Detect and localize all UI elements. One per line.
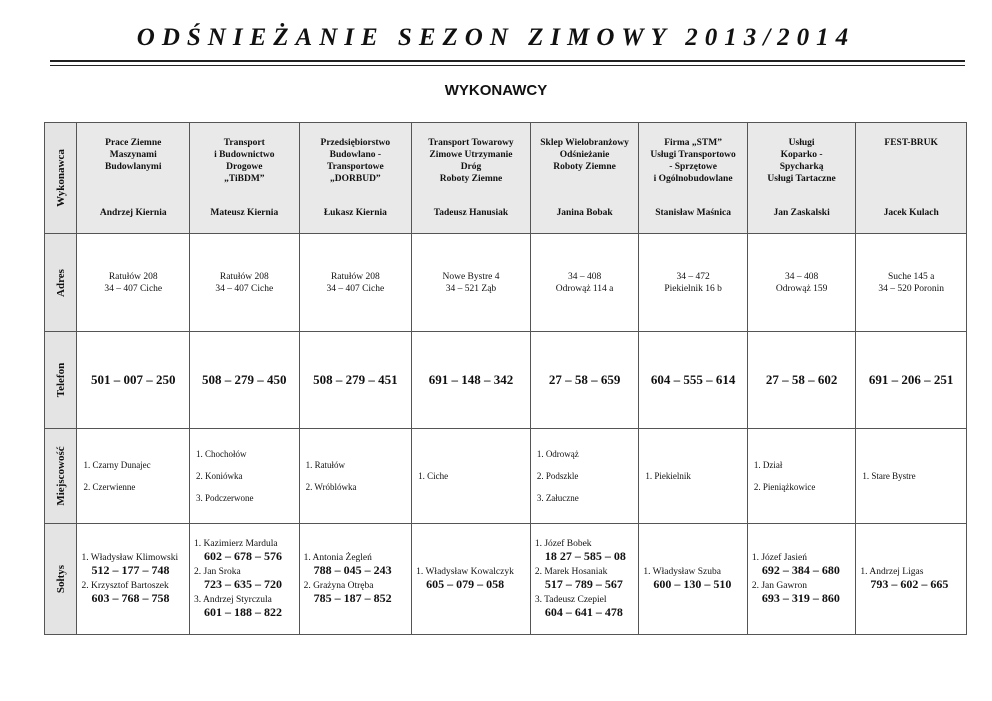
places-cell	[747, 429, 856, 524]
soltys-entry	[304, 581, 412, 606]
row-label-contractor: Wykonawca	[45, 123, 77, 234]
contractor-company: Transport i Budownictwo Drogowe „TiBDM”	[214, 138, 275, 184]
soltys-cell	[530, 524, 639, 635]
place-item: 1. Dział	[753, 460, 783, 470]
contractor-person: Łukasz Kiernia	[323, 208, 387, 218]
contractor-company: FEST-BRUK	[884, 138, 938, 148]
soltys-cell	[639, 524, 748, 635]
place-item: 2. Koniówka	[196, 471, 243, 481]
row-label-phone: Telefon	[45, 332, 77, 429]
place-item: 3. Załuczne	[536, 493, 579, 503]
places-cell	[190, 429, 300, 524]
contractor-company: Prace Ziemne Maszynami Budowlanymi	[104, 138, 162, 172]
soltys-entry	[194, 567, 299, 592]
soltys-name: 1. Kazimierz Mardula	[194, 538, 278, 549]
phone-cell: 691 – 206 – 251	[856, 332, 967, 429]
soltys-entry	[535, 567, 639, 592]
contractor-company: Sklep Wielobranżowy Odśnieżanie Roboty Ziemne	[540, 138, 629, 172]
place-item: 2. Wróblówka	[305, 482, 357, 492]
place-item: 1. Stare Bystre	[862, 471, 916, 481]
soltys-phone: 723 – 635 – 720	[204, 576, 283, 591]
phone-cell: 604 – 555 – 614	[639, 332, 748, 429]
contractor-person: Mateusz Kiernia	[210, 208, 279, 218]
contractor-company: Usługi Koparko - Spycharką Usługi Tartaczne	[767, 138, 836, 184]
soltys-name: 1. Władysław Kowalczyk	[416, 566, 514, 577]
contractor-company: Firma „STM” Usługi Transportowo - Sprzętowe i Ogólnobudowlane	[650, 138, 736, 184]
soltys-phone: 603 – 768 – 758	[91, 590, 170, 605]
soltys-entry	[535, 595, 639, 620]
soltys-entry	[752, 581, 856, 606]
page-title: ODŚNIEŻANIE SEZON ZIMOWY 2013/2014	[136, 24, 856, 51]
soltys-name: 1. Antonia Żegleń	[303, 552, 372, 563]
phone-cell: 508 – 279 – 450	[190, 332, 300, 429]
place-item: 1. Czarny Dunajec	[83, 460, 151, 470]
title-rule	[50, 60, 965, 62]
contractor-person: Jan Zaskalski	[773, 208, 830, 218]
contractors-table	[44, 122, 967, 635]
place-item: 1. Odrowąż	[536, 449, 579, 459]
soltys-row	[45, 524, 967, 635]
place-item: 2. Pieniążkowice	[753, 482, 816, 492]
soltys-cell	[299, 524, 412, 635]
places-cell	[639, 429, 748, 524]
places-cell	[412, 429, 531, 524]
soltys-name: 2. Jan Gawron	[751, 580, 807, 591]
soltys-cell	[856, 524, 967, 635]
soltys-phone: 601 – 188 – 822	[204, 604, 283, 619]
place-item: 1. Chochołów	[196, 449, 247, 459]
address-text: Ratułów 208 34 – 407 Ciche	[326, 271, 385, 294]
address-cell	[856, 234, 967, 332]
place-item: 1. Ratułów	[305, 460, 346, 470]
row-label-places: Miejscowość	[45, 429, 77, 524]
row-label-soltys: Sołtys	[45, 524, 77, 635]
contractor-cell	[530, 123, 639, 234]
contractor-person: Andrzej Kiernia	[99, 208, 167, 218]
soltys-cell	[190, 524, 300, 635]
places-row	[45, 429, 967, 524]
contractor-company: Przedsiębiorstwo Budowlano - Transportowe „DORBUD”	[320, 138, 391, 184]
soltys-phone: 692 – 384 – 680	[761, 562, 840, 577]
place-item: 1. Ciche	[418, 471, 449, 481]
soltys-cell	[412, 524, 531, 635]
address-cell	[530, 234, 639, 332]
contractor-cell	[190, 123, 300, 234]
soltys-phone: 785 – 187 – 852	[313, 590, 392, 605]
soltys-name: 2. Krzysztof Bartoszek	[81, 580, 169, 591]
contractor-person: Tadeusz Hanusiak	[433, 208, 509, 218]
places-cell	[856, 429, 967, 524]
soltys-entry	[860, 567, 966, 592]
soltys-phone: 604 – 641 – 478	[544, 604, 623, 619]
soltys-phone: 18 27 – 585 – 08	[544, 548, 626, 563]
soltys-entry	[81, 581, 189, 606]
soltys-phone: 788 – 045 – 243	[313, 562, 392, 577]
contractor-cell	[299, 123, 412, 234]
phone-cell: 691 – 148 – 342	[412, 332, 531, 429]
contractor-person: Jacek Kulach	[883, 208, 939, 218]
contractor-cell	[639, 123, 748, 234]
soltys-phone: 512 – 177 – 748	[91, 562, 170, 577]
phone-cell: 501 – 007 – 250	[77, 332, 190, 429]
title-rule-thin	[50, 65, 965, 66]
row-label-address: Adres	[45, 234, 77, 332]
address-text: Suche 145 a 34 – 520 Poronin	[878, 271, 945, 294]
soltys-entry	[535, 539, 639, 564]
soltys-name: 1. Andrzej Ligas	[860, 566, 924, 577]
contractor-cell	[412, 123, 531, 234]
soltys-entry	[81, 553, 189, 578]
phone-cell: 27 – 58 – 659	[530, 332, 639, 429]
address-cell	[77, 234, 190, 332]
address-text: 34 – 408 Odrowąż 114 a	[555, 271, 614, 294]
soltys-name: 3. Tadeusz Czepiel	[534, 594, 607, 605]
address-cell	[639, 234, 748, 332]
soltys-name: 2. Grażyna Otręba	[303, 580, 374, 591]
places-cell	[299, 429, 412, 524]
address-cell	[190, 234, 300, 332]
soltys-name: 1. Józef Bobek	[534, 538, 592, 549]
soltys-entry	[304, 553, 412, 578]
soltys-entry	[194, 539, 299, 564]
soltys-name: 3. Andrzej Styrczula	[194, 594, 272, 605]
soltys-name: 1. Władysław Klimowski	[81, 552, 179, 563]
soltys-entry	[752, 553, 856, 578]
soltys-entry	[416, 567, 530, 592]
phone-cell: 27 – 58 – 602	[747, 332, 856, 429]
place-item: 3. Podczerwone	[196, 493, 254, 503]
soltys-name: 2. Jan Sroka	[194, 566, 241, 577]
soltys-name: 1. Józef Jasień	[751, 552, 807, 563]
address-text: 34 – 472 Piekielnik 16 b	[664, 271, 722, 294]
contractor-row	[45, 123, 967, 234]
contractor-cell	[856, 123, 967, 234]
address-cell	[299, 234, 412, 332]
contractor-person: Stanisław Maśnica	[655, 208, 731, 218]
soltys-entry	[643, 567, 747, 592]
address-text: Ratułów 208 34 – 407 Ciche	[104, 271, 163, 294]
soltys-phone: 517 – 789 – 567	[544, 576, 623, 591]
address-text: Nowe Bystre 4 34 – 521 Ząb	[442, 271, 500, 294]
soltys-cell	[77, 524, 190, 635]
phone-row	[45, 332, 967, 429]
contractor-company: Transport Towarowy Zimowe Utrzymanie Dróg Roboty Ziemne	[428, 138, 514, 184]
contractor-cell	[747, 123, 856, 234]
soltys-entry	[194, 595, 299, 620]
soltys-phone: 600 – 130 – 510	[653, 576, 732, 591]
contractor-person: Janina Bobak	[556, 208, 613, 218]
phone-cell: 508 – 279 – 451	[299, 332, 412, 429]
soltys-phone: 693 – 319 – 860	[761, 590, 840, 605]
place-item: 1. Piekielnik	[645, 471, 691, 481]
address-text: 34 – 408 Odrowąż 159	[775, 271, 828, 294]
address-row	[45, 234, 967, 332]
soltys-phone: 602 – 678 – 576	[204, 548, 283, 563]
place-item: 2. Czerwienne	[83, 482, 136, 492]
soltys-phone: 605 – 079 – 058	[426, 576, 505, 591]
section-heading: WYKONAWCY	[444, 82, 548, 99]
address-text: Ratułów 208 34 – 407 Ciche	[215, 271, 274, 294]
soltys-name: 2. Marek Hosaniak	[534, 566, 608, 577]
address-cell	[412, 234, 531, 332]
address-cell	[747, 234, 856, 332]
soltys-phone: 793 – 602 – 665	[870, 576, 949, 591]
soltys-name: 1. Władysław Szuba	[643, 566, 721, 577]
soltys-cell	[747, 524, 856, 635]
contractor-cell	[77, 123, 190, 234]
places-cell	[77, 429, 190, 524]
places-cell	[530, 429, 639, 524]
place-item: 2. Podszkle	[536, 471, 579, 481]
